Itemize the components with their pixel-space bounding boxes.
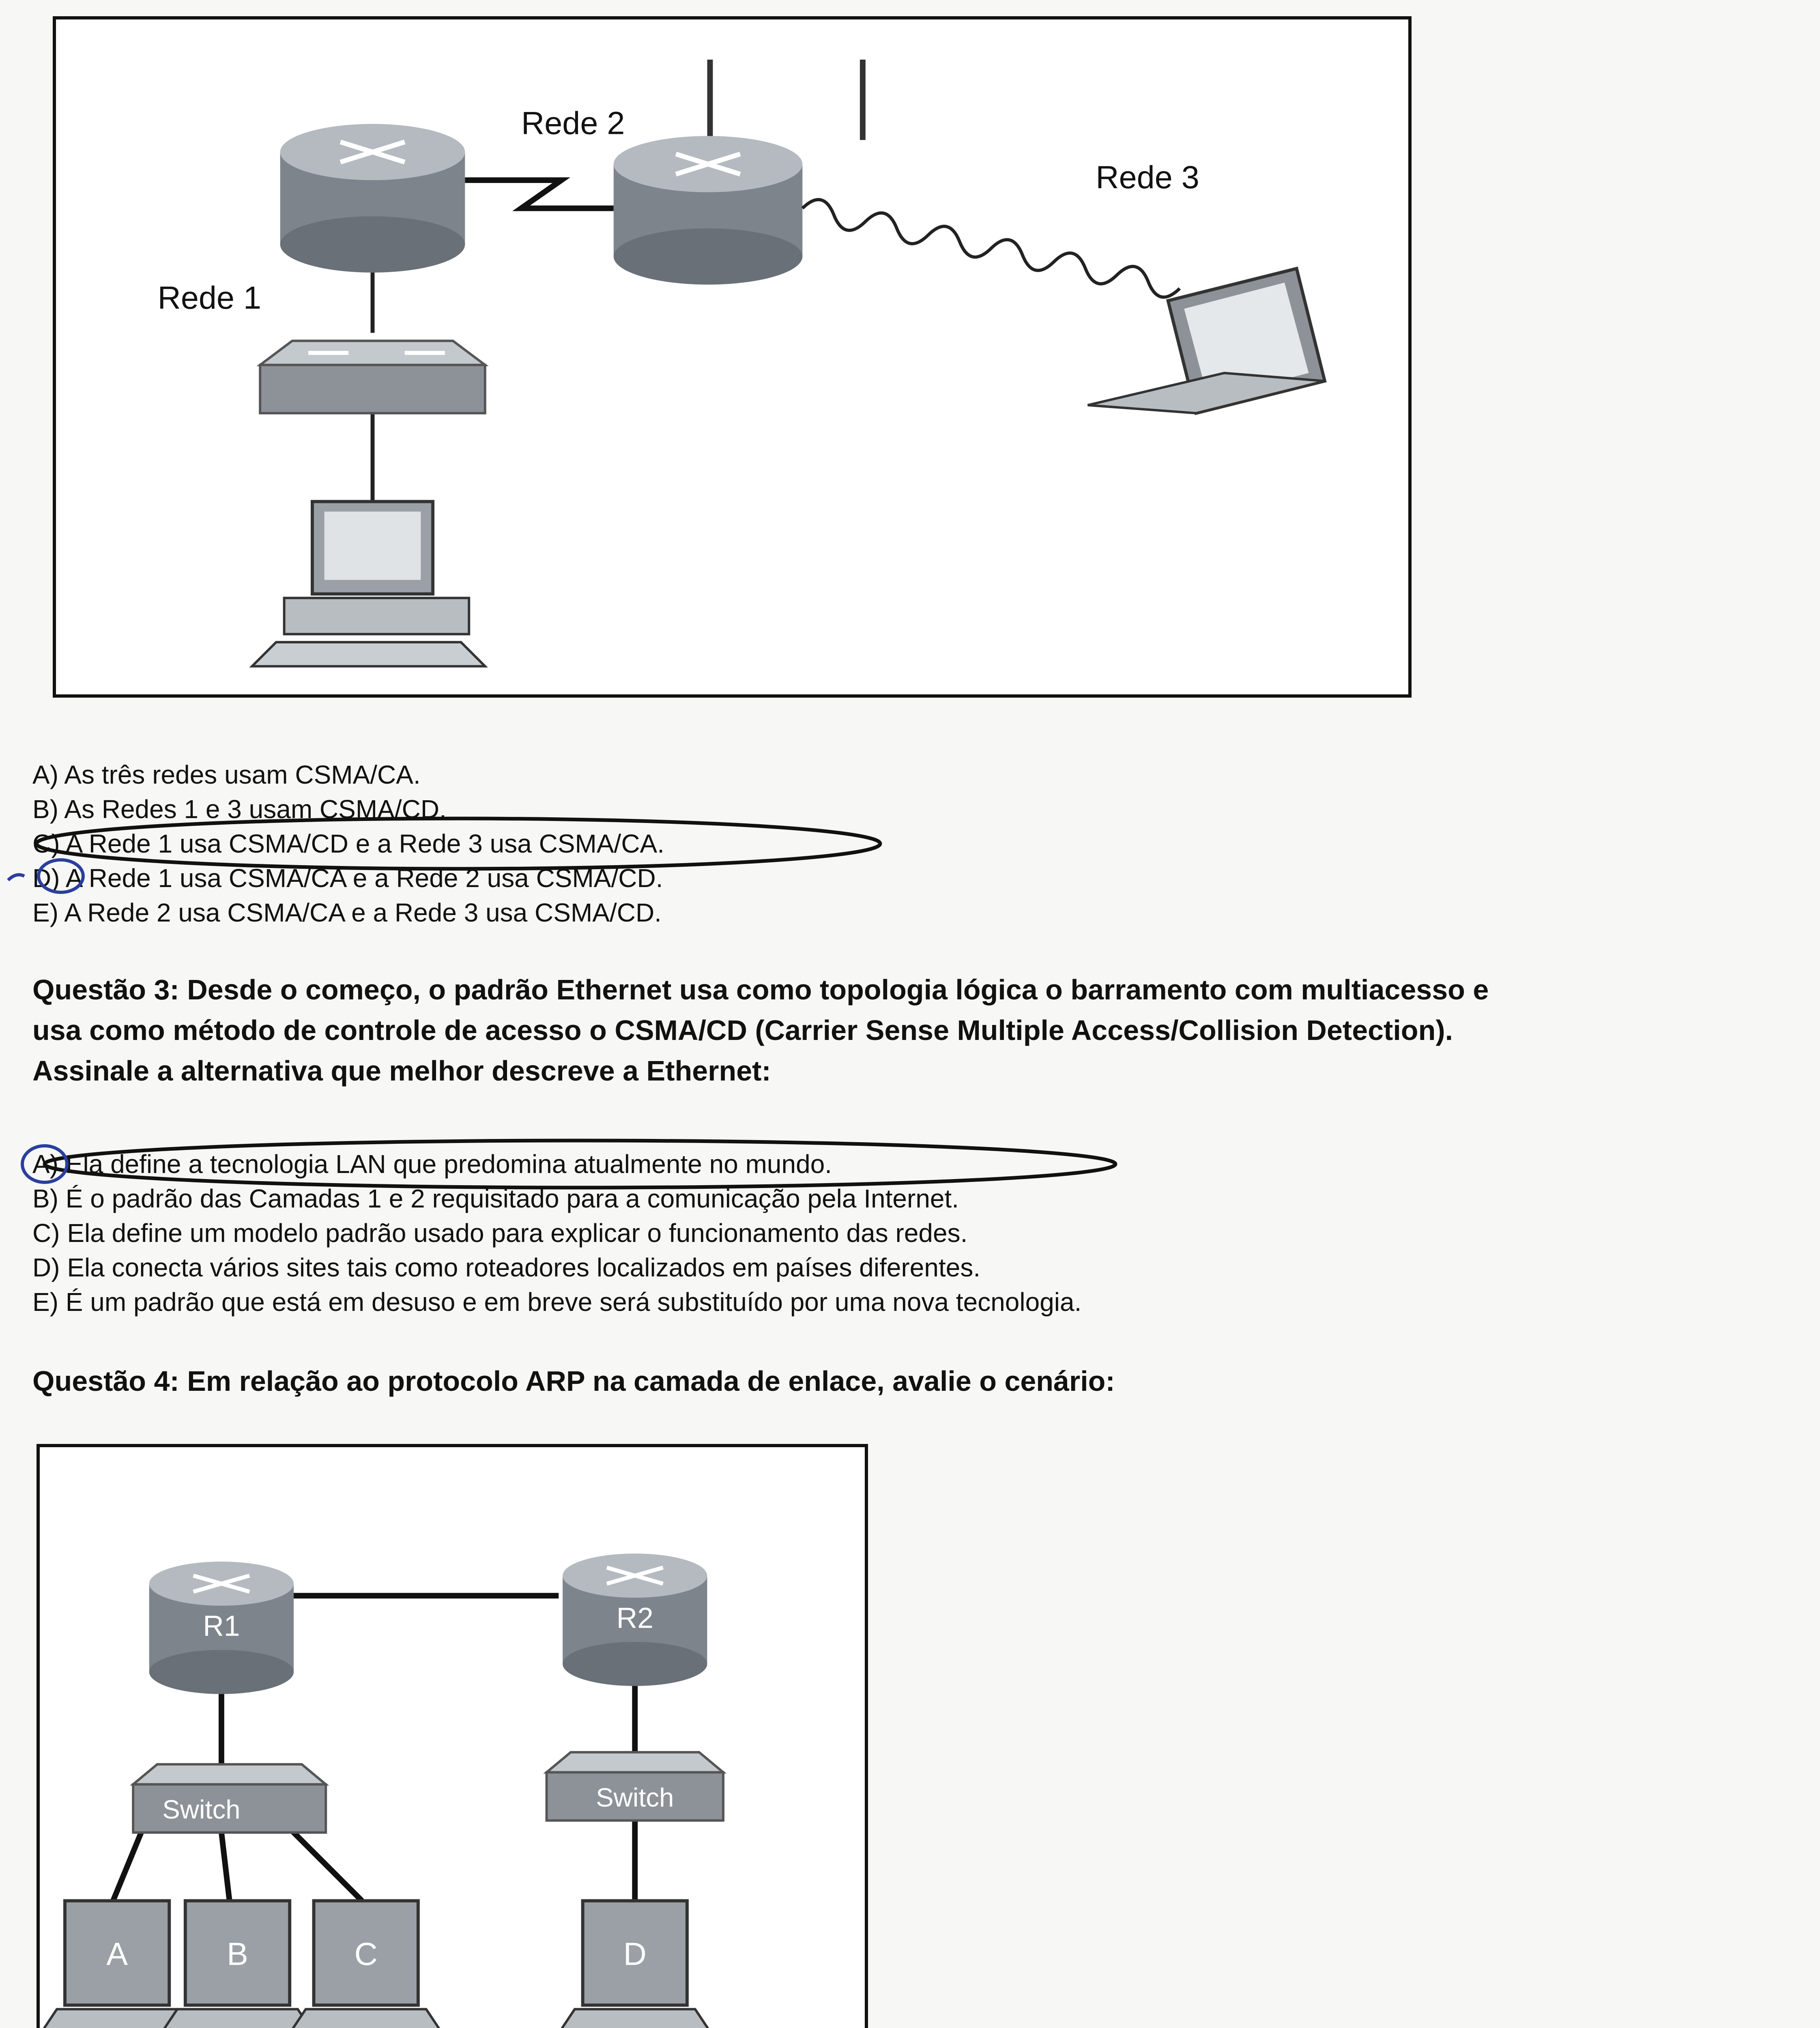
- serial-link: [465, 180, 613, 208]
- q2-option-d[interactable]: D) A Rede 1 usa CSMA/CA e a Rede 2 usa CSMA/CD.: [32, 864, 663, 893]
- q3-option-b[interactable]: B) É o padrão das Camadas 1 e 2 requisitado para a comunicação pela Internet.: [32, 1184, 959, 1213]
- switch-icon: [260, 341, 485, 413]
- laptop-icon: [1088, 269, 1325, 413]
- q4-title: Questão 4: Em relação ao protocolo ARP na camada de enlace, avalie o cenário:: [32, 1365, 1115, 1397]
- label-host-a: A: [106, 1936, 128, 1972]
- network-diagram-1: [53, 16, 1412, 698]
- q3-option-e[interactable]: E) É um padrão que está em desuso e em breve será substituído por uma nova tecnologia.: [32, 1287, 1082, 1317]
- q3-line-1: Questão 3: Desde o começo, o padrão Ethernet usa como topologia lógica o barramento com multiacesso e: [32, 974, 1489, 1005]
- label-host-b: B: [227, 1936, 248, 1972]
- wireless-link: [800, 196, 1182, 300]
- network-diagram-2-svg: [40, 1447, 865, 2028]
- q3-option-d[interactable]: D) Ela conecta vários sites tais como roteadores localizados em países diferentes.: [32, 1253, 981, 1282]
- wireless-router-icon: [614, 60, 863, 285]
- q3-line-3: Assinale a alternativa que melhor descreve a Ethernet:: [32, 1055, 771, 1087]
- q3-statement: [32, 969, 1817, 1091]
- q3-option-c[interactable]: C) Ela define um modelo padrão usado para explicar o funcionamento das redes.: [32, 1218, 968, 1248]
- ink-tick-q2: [8, 875, 24, 880]
- label-switch-2: Switch: [596, 1782, 674, 1812]
- router-icon: [280, 124, 465, 273]
- q2-option-a[interactable]: A) As três redes usam CSMA/CA.: [32, 760, 421, 789]
- q2-option-b[interactable]: B) As Redes 1 e 3 usam CSMA/CD.: [32, 795, 447, 824]
- q3-line-2: usa como método de controle de acesso o CSMA/CD (Carrier Sense Multiple Access/Collision Detection).: [32, 1014, 1453, 1046]
- network-diagram-1-svg: [56, 19, 1408, 694]
- q3-option-a[interactable]: A) Ela define a tecnologia LAN que predomina atualmente no mundo.: [32, 1149, 832, 1179]
- label-host-d: D: [623, 1936, 647, 1972]
- q2-option-e[interactable]: E) A Rede 2 usa CSMA/CA e a Rede 3 usa CSMA/CD.: [32, 898, 662, 927]
- label-r2: R2: [616, 1602, 653, 1635]
- network-diagram-2: [37, 1444, 868, 2028]
- label-switch-1: Switch: [162, 1794, 241, 1824]
- q2-option-c[interactable]: C) A Rede 1 usa CSMA/CD e a Rede 3 usa CSMA/CA.: [32, 829, 664, 858]
- label-host-c: C: [354, 1936, 378, 1972]
- label-r1: R1: [203, 1610, 240, 1643]
- label-rede-2: Rede 2: [521, 105, 625, 141]
- label-rede-3: Rede 3: [1096, 159, 1199, 195]
- pc-icon: [252, 502, 485, 666]
- label-rede-1: Rede 1: [157, 279, 262, 316]
